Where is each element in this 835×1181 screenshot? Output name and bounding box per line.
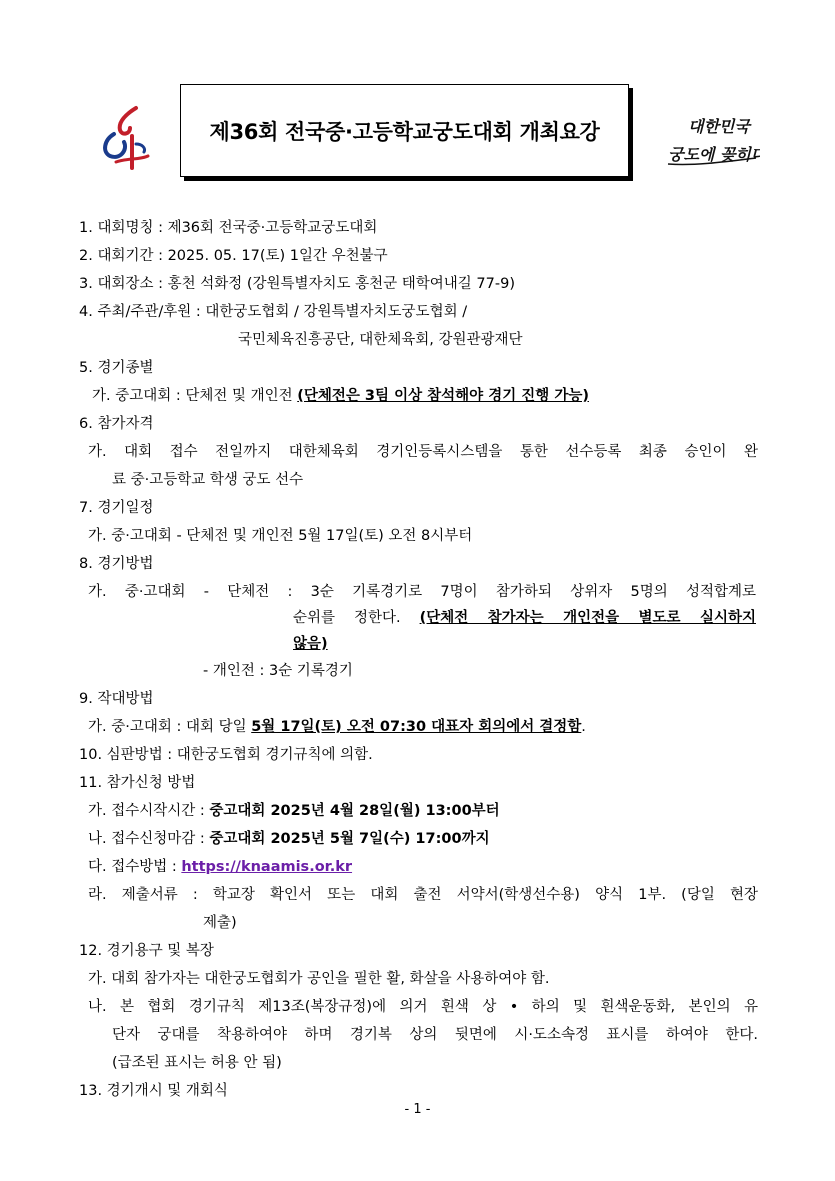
item-12b-line-2: 단자 궁대를 착용하여야 하며 경기복 상의 뒷면에 시·도소속정 표시를 하여야 한다.: [112, 1027, 758, 1043]
item-3-venue: 3. 대회장소 : 홍천 석화정 (강원특별자치도 홍천군 태학여내길 77-9): [79, 276, 515, 292]
item-5a-note: (단체전은 3팀 이상 참석해야 경기 진행 가능): [297, 388, 589, 404]
item-1-name: 1. 대회명칭 : 제36회 전국중·고등학교궁도대회: [79, 220, 378, 236]
slogan-line-2: 궁도에 꽂히다: [668, 145, 760, 164]
item-5-heading: 5. 경기종별: [79, 360, 154, 376]
item-7-heading: 7. 경기일정: [79, 500, 154, 516]
item-4-sponsors: 국민체육진흥공단, 대한체육회, 강원관광재단: [238, 332, 523, 348]
item-8-heading: 8. 경기방법: [79, 556, 154, 572]
item-11a: 가. 접수시작시간 : 중고대회 2025년 4월 28일(월) 13:00부터: [88, 803, 500, 819]
item-9a: 가. 중·고대회 : 대회 당일 5월 17일(토) 오전 07:30 대표자 회의에서 결정함.: [88, 719, 586, 735]
slogan-calligraphy-logo: [664, 108, 760, 172]
item-13-heading: 13. 경기개시 및 개회식: [79, 1083, 228, 1099]
item-7a: 가. 중·고대회 - 단체전 및 개인전 5월 17일(토) 오전 8시부터: [88, 528, 473, 544]
item-6a-line-1: 가. 대회 접수 전일까지 대한체육회 경기인등록시스템을 통한 선수등록 최종 승인이 완: [88, 444, 758, 460]
item-11-heading: 11. 참가신청 방법: [79, 775, 196, 791]
item-11b: 나. 접수신청마감 : 중고대회 2025년 5월 7일(수) 17:00까지: [88, 831, 490, 847]
slogan-line-1: 대한민국: [688, 117, 750, 136]
item-8a-line-2: 순위를 정한다. (단체전 참가자는 개인전을 별도로 실시하지: [293, 610, 756, 626]
item-11d-line-1: 라. 제출서류 : 학교장 확인서 또는 대회 출전 서약서(학생선수용) 양식 1부. (당일 현장: [88, 887, 758, 903]
item-11d-line-2: 제출): [203, 915, 237, 931]
item-6-heading: 6. 참가자격: [79, 416, 154, 432]
item-12b-line-3: (급조된 표시는 허용 안 됨): [112, 1055, 282, 1071]
item-12b-line-1: 나. 본 협회 경기규칙 제13조(복장규정)에 의거 흰색 상 • 하의 및 흰색운동화, 본인의 유: [88, 999, 758, 1015]
page-number: - 1 -: [404, 1102, 431, 1117]
item-4-organizers: 4. 주최/주관/후원 : 대한궁도협회 / 강원특별자치도궁도협회 /: [79, 304, 468, 320]
item-9-heading: 9. 작대방법: [79, 691, 154, 707]
item-6a-line-2: 료 중·고등학교 학생 궁도 선수: [112, 472, 304, 488]
association-logo-left: [96, 100, 156, 180]
item-5a: 가. 중고대회 : 단체전 및 개인전 (단체전은 3팀 이상 참석해야 경기 진행 가능): [92, 388, 589, 404]
item-2-period: 2. 대회기간 : 2025. 05. 17(토) 1일간 우천불구: [79, 248, 388, 264]
item-11c: 다. 접수방법 : https://knaamis.or.kr: [88, 859, 353, 875]
title-box: [180, 84, 633, 181]
item-12a: 가. 대회 참가자는 대한궁도협회가 공인을 필한 활, 화살을 사용하여야 함.: [88, 971, 550, 987]
item-8a-line-1: 가. 중·고대회 - 단체전 : 3순 기록경기로 7명이 참가하되 상위자 5명의 성적합계로: [88, 584, 756, 600]
item-12-heading: 12. 경기용구 및 복장: [79, 943, 214, 959]
page-title: 제36회 전국중·고등학교궁도대회 개최요강: [209, 119, 600, 144]
registration-link[interactable]: https://knaamis.or.kr: [181, 859, 353, 875]
item-10-judging: 10. 심판방법 : 대한궁도협회 경기규칙에 의함.: [79, 747, 373, 763]
item-8b: - 개인전 : 3순 기록경기: [203, 663, 353, 679]
item-8a-line-3: 않음): [293, 636, 328, 652]
